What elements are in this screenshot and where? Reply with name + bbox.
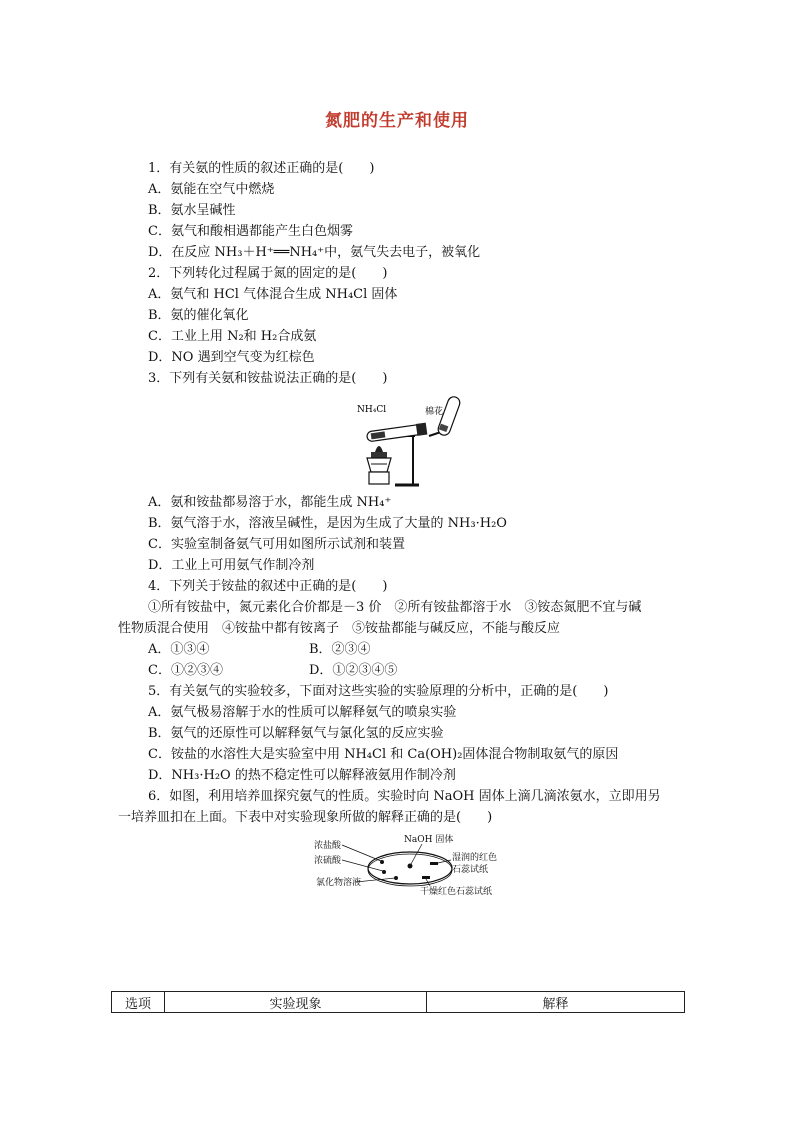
question-1-option-a: A．氨能在空气中燃烧 xyxy=(148,182,275,197)
table-header-option: 选项 xyxy=(112,992,165,1013)
answer-table xyxy=(111,991,685,1013)
fig-label-nh4cl: NH₄Cl xyxy=(357,405,387,415)
fig-label-wet-paper-2: 石蕊试纸 xyxy=(452,865,489,875)
question-1-option-b: B．氨水呈碱性 xyxy=(148,203,236,218)
question-3-option-d: D．工业上可用氨气作制冷剂 xyxy=(148,558,315,573)
question-3-option-b: B．氨气溶于水，溶液呈碱性，是因为生成了大量的 NH₃·H₂O xyxy=(148,516,507,531)
fig-label-naoh: NaOH 固体 xyxy=(404,835,454,845)
question-4-statement-line-2: 性物质混合使用 ④铵盐中都有铵离子 ⑤铵盐都能与碱反应，不能与酸反应 xyxy=(118,621,561,636)
table-header-phenomenon: 实验现象 xyxy=(165,992,427,1013)
fig-label-cotton: 棉花 xyxy=(425,407,444,417)
question-4-option-a: A．①③④ xyxy=(148,642,210,657)
question-4-stem: 4．下列关于铵盐的叙述中正确的是( ) xyxy=(148,579,388,594)
question-5-stem: 5．有关氨气的实验较多，下面对这些实验的实验原理的分析中，正确的是( ) xyxy=(148,684,609,699)
question-4-statement-line-1: ①所有铵盐中，氮元素化合价都是－3 价 ②所有铵盐都溶于水 ③铵态氮肥不宜与碱 xyxy=(148,600,642,615)
question-6-stem-line-2: 一培养皿扣在上面。下表中对实验现象所做的解释正确的是( ) xyxy=(118,810,493,825)
fig-label-h2so4: 浓硫酸 xyxy=(314,856,342,866)
fig-label-chloride: 氯化物溶液 xyxy=(316,878,362,888)
question-2-option-d: D．NO 遇到空气变为红棕色 xyxy=(148,350,315,365)
question-4-option-d: D．①②③④⑤ xyxy=(309,663,398,678)
question-2-option-a: A．氨气和 HCl 气体混合生成 NH₄Cl 固体 xyxy=(148,287,398,302)
question-6-stem-line-1: 6．如图，利用培养皿探究氨气的性质。实验时向 NaOH 固体上滴几滴浓氨水，立即用另 xyxy=(148,789,661,804)
question-1-option-c: C．氨气和酸相遇都能产生白色烟雾 xyxy=(148,224,353,239)
question-2-option-b: B．氨的催化氧化 xyxy=(148,308,249,323)
fig-label-wet-paper-1: 湿润的红色 xyxy=(452,853,498,863)
question-4-option-c: C．①②③④ xyxy=(148,663,223,678)
question-1-stem: 1．有关氨的性质的叙述正确的是( ) xyxy=(148,161,375,176)
fig-label-dry-paper: 干燥红色石蕊试纸 xyxy=(420,887,493,897)
question-5-option-a: A．氨气极易溶解于水的性质可以解释氨气的喷泉实验 xyxy=(148,705,457,720)
page-title: 氮肥的生产和使用 xyxy=(325,111,469,131)
question-4-option-b: B．②③④ xyxy=(309,642,371,657)
question-3-stem: 3．下列有关氨和铵盐说法正确的是( ) xyxy=(148,371,388,386)
fig-label-hcl: 浓盐酸 xyxy=(314,841,342,851)
ammonia-apparatus-figure xyxy=(355,392,467,492)
petri-dish-figure xyxy=(312,830,512,898)
question-2-stem: 2．下列转化过程属于氮的固定的是( ) xyxy=(148,266,388,281)
question-1-option-d: D．在反应 NH₃＋H⁺══NH₄⁺中，氨气失去电子，被氧化 xyxy=(148,245,481,260)
question-3-option-c: C．实验室制备氨气可用如图所示试剂和装置 xyxy=(148,537,405,552)
question-5-option-d: D．NH₃·H₂O 的热不稳定性可以解释液氨用作制冷剂 xyxy=(148,768,456,783)
question-3-option-a: A．氨和铵盐都易溶于水，都能生成 NH₄⁺ xyxy=(148,495,392,510)
table-header-explanation: 解释 xyxy=(427,992,685,1013)
question-5-option-b: B．氨气的还原性可以解释氨气与氯化氢的反应实验 xyxy=(148,726,444,741)
table-header-row xyxy=(112,992,685,1013)
question-2-option-c: C．工业上用 N₂和 H₂合成氨 xyxy=(148,329,317,344)
question-5-option-c: C．铵盐的水溶性大是实验室中用 NH₄Cl 和 Ca(OH)₂固体混合物制取氨气的原因 xyxy=(148,747,619,762)
